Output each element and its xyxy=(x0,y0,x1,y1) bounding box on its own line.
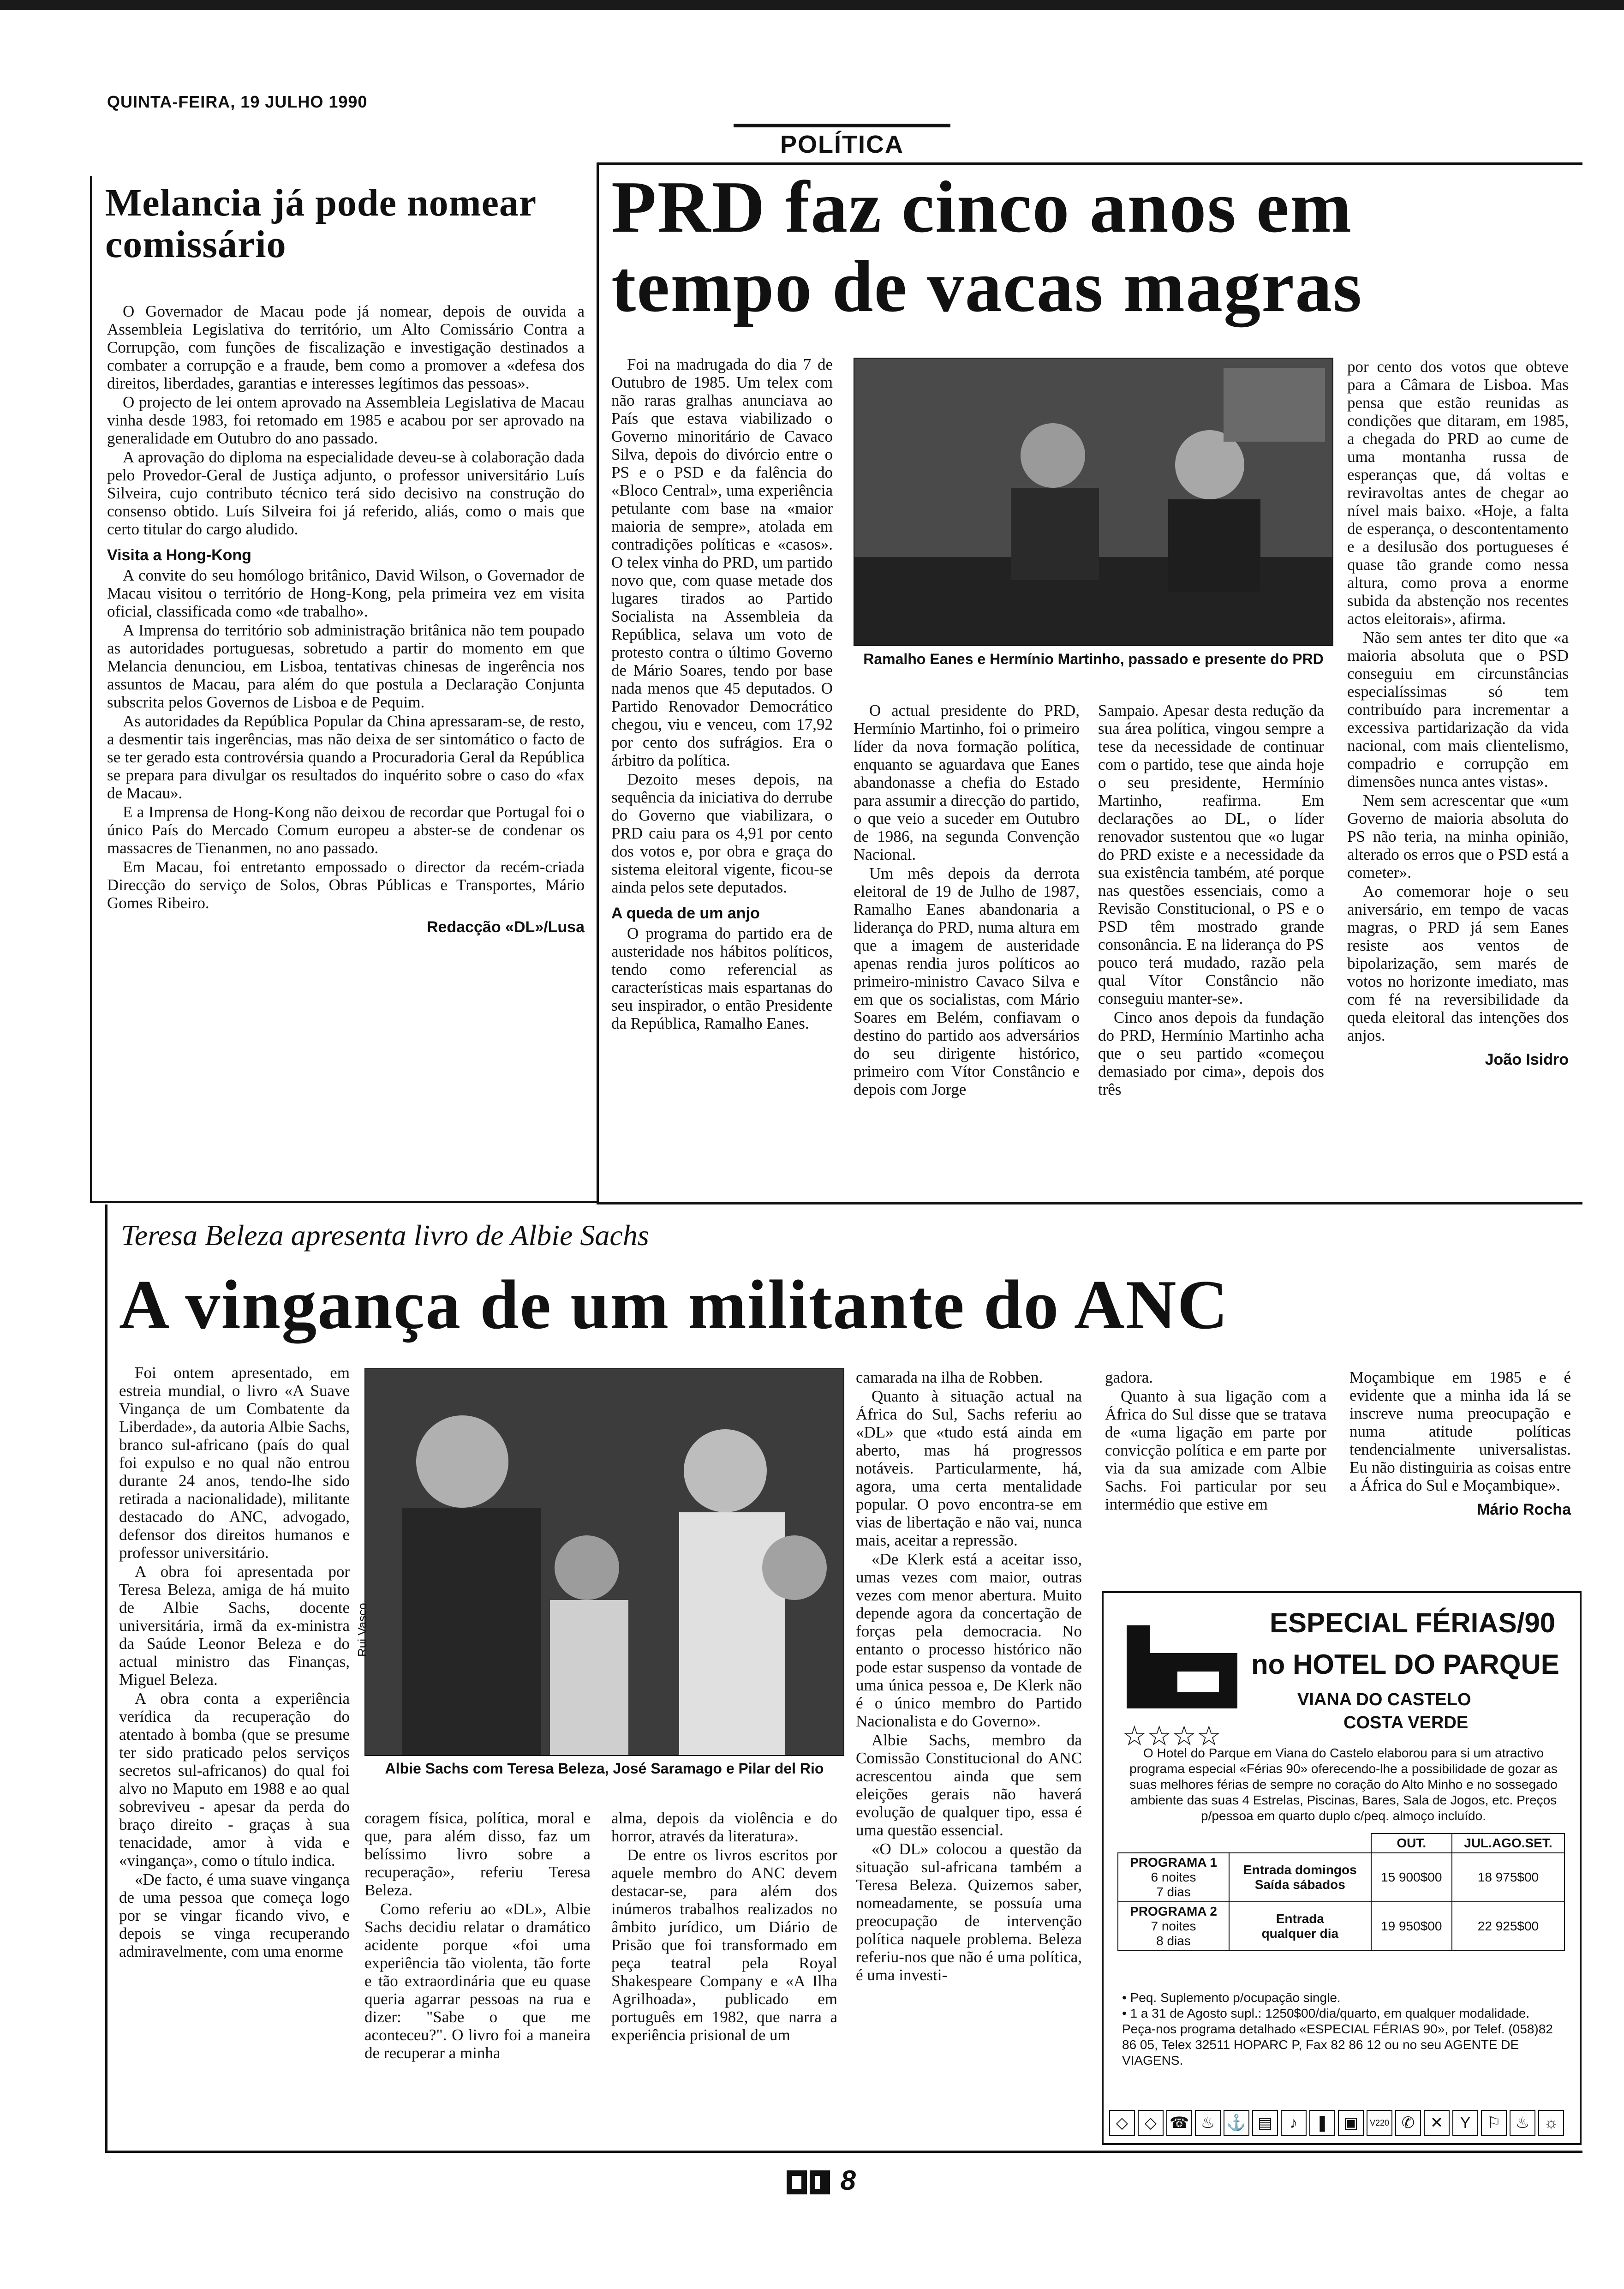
article-b-signature: João Isidro xyxy=(1485,1051,1569,1068)
article-c-photo-caption: Albie Sachs com Teresa Beleza, José Saramago e Pilar del Rio xyxy=(385,1760,824,1777)
ad-location-2: COSTA VERDE xyxy=(1343,1713,1469,1732)
article-b-para: por cento dos votos que obteve para a Câmara de Lisboa. Mas pensa que estão reunidas as condições que ditaram, em 1985, a chegada do PRD ao cume de uma montanha russa de esperanças que, dá voltas e reviravoltas antes de chegar ao nível mais baixo. «Hoje, a falta de esperança, o descontentamento e a desilusão dos portugueses é quase tão grande como nessa altura, como prova a enorme subida da abstenção nos recentes actos eleitorais», afirma. xyxy=(1347,358,1569,628)
amenity-icon: ♨ xyxy=(1510,2110,1535,2136)
ad-program-cell xyxy=(1118,1853,1229,1902)
ad-hotel: no HOTEL DO PARQUE xyxy=(1251,1649,1559,1680)
article-b-photo xyxy=(854,358,1333,646)
ad-amenity-icons xyxy=(1109,2110,1564,2136)
ad-exit: qualquer dia xyxy=(1261,1926,1339,1941)
article-b-para: Nem sem acrescentar que «um Governo de maioria absoluta do PS não teria, na minha opinião, alterado os erros que o PSD está a cometer». xyxy=(1347,791,1569,881)
article-c-para: gadora. xyxy=(1105,1368,1153,1386)
article-c-para: Moçambique em 1985 e é evidente que a minha ida lá se inscreve numa preocupação e numa atitude políticas tendencialmente universalistas. Eu não distinguiria as coisas entre a África do Sul e Moçambique». xyxy=(1349,1368,1571,1494)
article-c-para: Quanto à situação actual na África do Sul, Sachs referiu ao «DL» que «tudo está ainda em aberto, mas há progressos notáveis. Particularmente, há, agora, uma certa mentalidade popular. O povo encontra-se em vias de libertação e não vai, nunca mais, aceitar a repressão. xyxy=(856,1387,1082,1549)
ad-entry: Entrada domingos xyxy=(1243,1863,1357,1877)
ad-entry-cell xyxy=(1229,1902,1371,1951)
article-c-col-1 xyxy=(119,1364,350,1961)
article-c-para: Quanto à sua ligação com a África do Sul disse que se tratava de «uma ligação em parte por convicção política e em parte por via da sua amizade com Albie Sachs. Foi particular por seu intermédio que estive em xyxy=(1105,1387,1326,1513)
article-b-para: Foi na madrugada do dia 7 de Outubro de 1985. Um telex com não raras gralhas anunciava ao País que estava viabilizado o Governo minoritário de Cavaco Silva, depois do divórcio entre o PS e o PSD e da falência do «Bloco Central», uma experiência petulante com base na «maior maioria de sempre», atolada em contradições políticas e «casos». O telex vinha do PRD, um partido novo que, com quase metade dos lugares tirados ao Partido Socialista na Assembleia da República, selava um voto de protesto contra o último Governo de Mário Soares, tendo por base nada menos que 45 deputados. O Partido Renovador Democrático chegou, viu e venceu, com 17,92 por cento dos sufrágios. Era o árbitro da política. xyxy=(611,355,833,769)
ad-days: 7 dias xyxy=(1156,1885,1191,1899)
article-b-subhead: A queda de um anjo xyxy=(611,905,760,922)
ad-note: • 1 a 31 de Agosto supl.: 1250$00/dia/quarto, em qualquer modalidade. xyxy=(1122,2006,1530,2020)
amenity-icon: ☼ xyxy=(1538,2110,1564,2136)
ad-price-summer: 18 975$00 xyxy=(1452,1853,1564,1902)
amenity-icon: ◇ xyxy=(1138,2110,1164,2136)
hotel-logo xyxy=(1122,1621,1242,1713)
page-number-text: 8 xyxy=(840,2165,856,2196)
article-b-col-3 xyxy=(1098,701,1324,1099)
hotel-ad xyxy=(1102,1591,1582,2145)
amenity-icon: ☎ xyxy=(1166,2110,1192,2136)
article-a-para: A aprovação do diploma na especialidade deveu-se à colaboração dada pelo Provedor-Geral de Justiça adjunto, o professor universitário Luís Silveira, cujo contributo técnico terá sido decisivo na construção do consenso obtido. Luís Silveira foi já referido, aliás, como o mais que certo titular do cargo aludido. xyxy=(107,448,585,538)
amenity-icon: ⚐ xyxy=(1481,2110,1507,2136)
amenity-icon: ▣ xyxy=(1338,2110,1364,2136)
article-c-col-5 xyxy=(1105,1368,1326,1514)
ad-title: ESPECIAL FÉRIAS/90 xyxy=(1270,1607,1556,1638)
ad-stars: ☆☆☆☆ xyxy=(1122,1720,1222,1751)
amenity-icon: V220 xyxy=(1367,2110,1392,2136)
article-a-para: Em Macau, foi entretanto empossado o director da recém-criada Direcção do serviço de Solos, Obras Públicas e Transportes, Mário Gomes Ribeiro. xyxy=(107,858,585,912)
ad-exit: Saída sábados xyxy=(1254,1877,1345,1892)
article-c-para: «O DL» colocou a questão da situação sul-africana também a Teresa Beleza. Quizemos saber, nomeadamente, se possuía uma preocupação de intervenção política naquele problema. Beleza referiu-nos que não é uma política, é uma investi- xyxy=(856,1840,1082,1984)
amenity-icon: ❚ xyxy=(1309,2110,1335,2136)
article-b-col-2 xyxy=(854,701,1080,1099)
article-c-col-4 xyxy=(856,1368,1082,1985)
ad-note: Peça-nos programa detalhado «ESPECIAL FÉRIAS 90», por Telef. (058)82 86 05, Telex 32511 HOPARC P, Fax 82 86 12 ou no seu AGENTE DE VIAGENS. xyxy=(1122,2022,1553,2067)
article-c-para: Foi ontem apresentado, em estreia mundial, o livro «A Suave Vingança de um Combatente da Liberdade», da autoria Albie Sachs, branco sul-africano (país do qual foi expulso e no qual não entrou durante 24 anos, tendo-lhe sido retirada a nacionalidade), militante destacado do ANC, advogado, defensor dos direitos humanos e professor universitário. xyxy=(119,1364,350,1562)
ad-program: PROGRAMA 2 xyxy=(1130,1904,1217,1918)
article-b-photo-art xyxy=(854,359,1332,645)
ad-entry-cell xyxy=(1229,1853,1371,1902)
article-b-col-4 xyxy=(1347,358,1569,1069)
section-bar xyxy=(734,124,950,127)
page-number xyxy=(787,2164,856,2196)
ad-note: • Peq. Suplemento p/ocupação single. xyxy=(1122,1990,1341,2005)
ad-col-out: OUT. xyxy=(1371,1834,1452,1853)
ad-days: 8 dias xyxy=(1156,1934,1191,1948)
page-date: QUINTA-FEIRA, 19 JULHO 1990 xyxy=(107,92,368,111)
article-c-col-3 xyxy=(611,1809,837,2045)
article-b-para: O actual presidente do PRD, Hermínio Martinho, foi o primeiro líder da nova formação política, enquanto se aguardava que Eanes abandonasse a chefia do Estado para assumir a direcção do partido, o que veio a suceder em Outubro de 1986, na segunda Convenção Nacional. xyxy=(854,701,1080,863)
article-b-para: Não sem antes ter dito que «a maioria absoluta que o PSD conseguiu em circunstâncias especialíssimas só tem contribuído para incrementar a excessiva partidarização da vida nacional, com mais clientelismo, compadrio e corrupção em dimensões nunca antes vistas». xyxy=(1347,629,1569,791)
page-top-rule xyxy=(0,0,1624,10)
article-b-para: Dezoito meses depois, na sequência da iniciativa do derrube do Governo que viabilizara, o PRD caiu para os 4,91 por cento dos votos e, por obra e graça do sistema eleitoral vigente, ficou-se ainda pelos sete deputados. xyxy=(611,770,833,896)
ad-price-table xyxy=(1117,1833,1565,1951)
ad-nights: 6 noites xyxy=(1151,1870,1196,1884)
ad-intro: O Hotel do Parque em Viana do Castelo elaborou para si um atractivo programa especial «Férias 90» oferecendo-lhe a possibilidade de gozar as suas melhores férias de sempre no coração do Alto Minho e no sossegado ambiente das suas 4 Estrelas, Piscinas, Bares, Sala de Jogos, etc. Preços p/pessoa em quarto duplo c/peq. almoço incluído. xyxy=(1129,1746,1558,1823)
article-c-para: A obra conta a experiência verídica da recuperação do atentado à bomba (que se presume ter sido praticado pelos serviços secretos sul-africanos) do qual foi alvo no Maputo em 1988 e ao qual sobreviveu - apesar da perda do braço direito - graças à sua tenacidade, amor à vida e «vingança», como o título indica. xyxy=(119,1690,350,1870)
article-b-para: Cinco anos depois da fundação do PRD, Hermínio Martinho acha que o seu partido «começou demasiado por cima», depois dos três xyxy=(1098,1008,1324,1098)
article-c-para: Albie Sachs, membro da Comissão Constitucional do ANC acrescentou ainda que sem eleições gerais não haverá evolução de qualquer tipo, essa é uma questão essencial. xyxy=(856,1731,1082,1839)
article-c-col-6 xyxy=(1349,1368,1571,1519)
article-c-headline: A vingança de um militante do ANC xyxy=(119,1266,1229,1343)
amenity-icon: ♪ xyxy=(1281,2110,1307,2136)
article-b-para: Ao comemorar hoje o seu aniversário, em tempo de vacas magras, o PRD já sem Eanes resiste aos ventos de bipolarização, sem marés de votos no horizonte imediato, mas com fé na reversibilidade da queda eleitoral das intenções dos anjos. xyxy=(1347,882,1569,1044)
article-c-left-rule xyxy=(105,1204,107,2153)
ad-nights: 7 noites xyxy=(1151,1919,1196,1933)
article-b-headline: PRD faz cinco anos em tempo de vacas magras xyxy=(611,166,1363,327)
ad-program-cell xyxy=(1118,1902,1229,1951)
ad-notes xyxy=(1122,1990,1565,2068)
ad-table-blank xyxy=(1118,1834,1229,1853)
article-a-signature: Redacção «DL»/Lusa xyxy=(426,918,585,936)
article-c-para: De entre os livros escritos por aquele membro do ANC devem destacar-se, para além dos inúmeros trabalhos realizados no âmbito jurídico, um Diário de Prisão que foi transformado em peça teatral pela Royal Shakespeare Company e «A Ilha Agrilhoada», publicado em português em 1982, que narra a experiência prisional de um xyxy=(611,1846,837,2044)
ad-table-blank xyxy=(1229,1834,1371,1853)
ad-location-1: VIANA DO CASTELO xyxy=(1297,1690,1471,1709)
amenity-icon: ▤ xyxy=(1252,2110,1278,2136)
ad-price-summer: 22 925$00 xyxy=(1452,1902,1564,1951)
amenity-icon: ◇ xyxy=(1109,2110,1135,2136)
amenity-icon: Y xyxy=(1452,2110,1478,2136)
article-a-subhead: Visita a Hong-Kong xyxy=(107,546,251,564)
article-a-headline: Melancia já pode nomear comissário xyxy=(105,181,536,266)
article-b-photo-caption: Ramalho Eanes e Hermínio Martinho, passado e presente do PRD xyxy=(863,651,1324,667)
amenity-icon: ⚓ xyxy=(1224,2110,1249,2136)
article-c-para: coragem física, política, moral e que, para além disso, faz um belíssimo livro sobre a recuperação», referiu Teresa Beleza. xyxy=(364,1809,591,1899)
article-a-para: E a Imprensa de Hong-Kong não deixou de recordar que Portugal foi o único País do Mercado Comum europeu a abster-se de condenar os massacres de Tienanmen, no ano passado. xyxy=(107,803,585,857)
article-c-para: alma, depois da violência e do horror, através da literatura». xyxy=(611,1809,837,1845)
ad-col-summer: JUL.AGO.SET. xyxy=(1452,1834,1564,1853)
hotel-logo-icon xyxy=(1122,1621,1242,1713)
dl-logo-icon xyxy=(787,2169,833,2196)
article-b-para: O programa do partido era de austeridade nos hábitos políticos, tendo como referencial as características mais espartanas do seu inspirador, o então Presidente da República, Ramalho Eanes. xyxy=(611,924,833,1032)
amenity-icon: ♨ xyxy=(1195,2110,1221,2136)
article-c-photo-credit: Rui Vasco xyxy=(355,1603,369,1657)
article-a-para: As autoridades da República Popular da China apressaram-se, de resto, a desmentir tais ingerências, mas não deixa de ser sintomático o facto de se ter gerado esta controvérsia quando a Procuradoria Geral da República se prepara para divulgar os resultados do inquérito sobre o caso do «fax de Macau». xyxy=(107,712,585,802)
article-b-col-1 xyxy=(611,355,833,1033)
ad-price-out: 19 950$00 xyxy=(1371,1902,1452,1951)
article-b-para: Um mês depois da derrota eleitoral de 19 de Julho de 1987, Ramalho Eanes abandonaria a liderança do PRD, numa altura em que a imagem de austeridade apenas rendia juros políticos ao primeiro-ministro Cavaco Silva e em que os socialistas, com Mário Soares em Belém, confiavam o destino do partido aos adversários do seu dirigente histórico, primeiro com Vítor Constâncio e depois com Jorge xyxy=(854,864,1080,1098)
amenity-icon: ✕ xyxy=(1424,2110,1450,2136)
article-c-photo-art xyxy=(365,1369,843,1755)
article-a-para: A convite do seu homólogo britânico, David Wilson, o Governador de Macau visitou o território de Hong-Kong, pela primeira vez em visita oficial, classificada como «de trabalho». xyxy=(107,566,585,620)
article-c-photo xyxy=(364,1368,844,1756)
article-c-signature: Mário Rocha xyxy=(1476,1501,1571,1518)
article-a-para: O Governador de Macau pode já nomear, depois de ouvida a Assembleia Legislativa do território, um Alto Comissário Contra a Corrupção, com funções de fiscalização e investigação destinados a combater a corrupção e a fraude, bem como a promover a «defesa dos direitos, liberdades, garantias e interesses legítimos das pessoas». xyxy=(107,302,585,392)
article-a-para: A Imprensa do território sob administração britânica não tem poupado as autoridades portuguesas, sobretudo a partir do momento em que Melancia denunciou, em Lisboa, tentativas chinesas de ingerência nos assuntos de Macau, para além do que postula a Declaração Conjunta subscrita pelos Governos de Lisboa e de Pequim. xyxy=(107,621,585,711)
article-b-left-rule xyxy=(597,162,599,1203)
article-c-para: «De facto, é uma suave vingança de uma pessoa que começa logo por se vingar ficando vivo, e depois se vinga recuperando admiravelmente, com uma enorme xyxy=(119,1870,350,1960)
article-a-body xyxy=(107,302,585,936)
article-c-para: Como referiu ao «DL», Albie Sachs decidiu relatar o dramático acidente porque «foi uma experiência tão violenta, tão forte e tão extraordinária que eu quase queria agarrar pessoas na rua e dizer: "Sabe o que me aconteceu?". O livro foi a maneira de recuperar a minha xyxy=(364,1900,591,2062)
article-c-bottom-rule xyxy=(105,2151,1582,2153)
amenity-icon: ✆ xyxy=(1395,2110,1421,2136)
article-c-kicker: Teresa Beleza apresenta livro de Albie Sachs xyxy=(121,1219,649,1252)
ad-entry: Entrada xyxy=(1276,1911,1324,1926)
ad-price-out: 15 900$00 xyxy=(1371,1853,1452,1902)
frame-top-rule xyxy=(597,162,1582,165)
article-b-bottom-rule xyxy=(597,1202,1582,1204)
article-c-para: camarada na ilha de Robben. xyxy=(856,1368,1043,1386)
article-c-para: A obra foi apresentada por Teresa Beleza, amiga de há muito de Albie Sachs, docente universitária, irmã da ex-ministra da Saúde Leonor Beleza e do actual ministro das Finanças, Miguel Beleza. xyxy=(119,1563,350,1689)
section-label: POLÍTICA xyxy=(780,131,904,158)
article-c-col-2 xyxy=(364,1809,591,2063)
article-b-para: Sampaio. Apesar desta redução da sua área política, vingou sempre a tese da necessidade de continuar com o partido, tese que ainda hoje o seu presidente, Hermínio Martinho, reafirma. Em declarações ao DL, o líder renovador sustentou que «o lugar do PRD existe e a necessidade da sua existência também, até porque nas questões essenciais, como a Revisão Constitucional, o PS e o PSD têm mostrado grande consonância. E na liderança do PS pouco terá mudado, razão pela qual Vítor Constâncio não conseguiu manter-se». xyxy=(1098,701,1324,1007)
article-c-para: «De Klerk está a aceitar isso, umas vezes com maior, outras vezes com menor abertura. Muito depende agora da concertação de forças pela democracia. No entanto o processo histórico não pode estar suspenso da vontade de uma única pessoa e, De Klerk não é o único membro do Partido Nacionalista e do Governo». xyxy=(856,1550,1082,1730)
ad-program: PROGRAMA 1 xyxy=(1130,1855,1217,1870)
article-a-para: O projecto de lei ontem aprovado na Assembleia Legislativa de Macau vinha desde 1983, foi retomado em 1985 e acabou por ser aprovado na generalidade em Outubro do ano passado. xyxy=(107,393,585,447)
